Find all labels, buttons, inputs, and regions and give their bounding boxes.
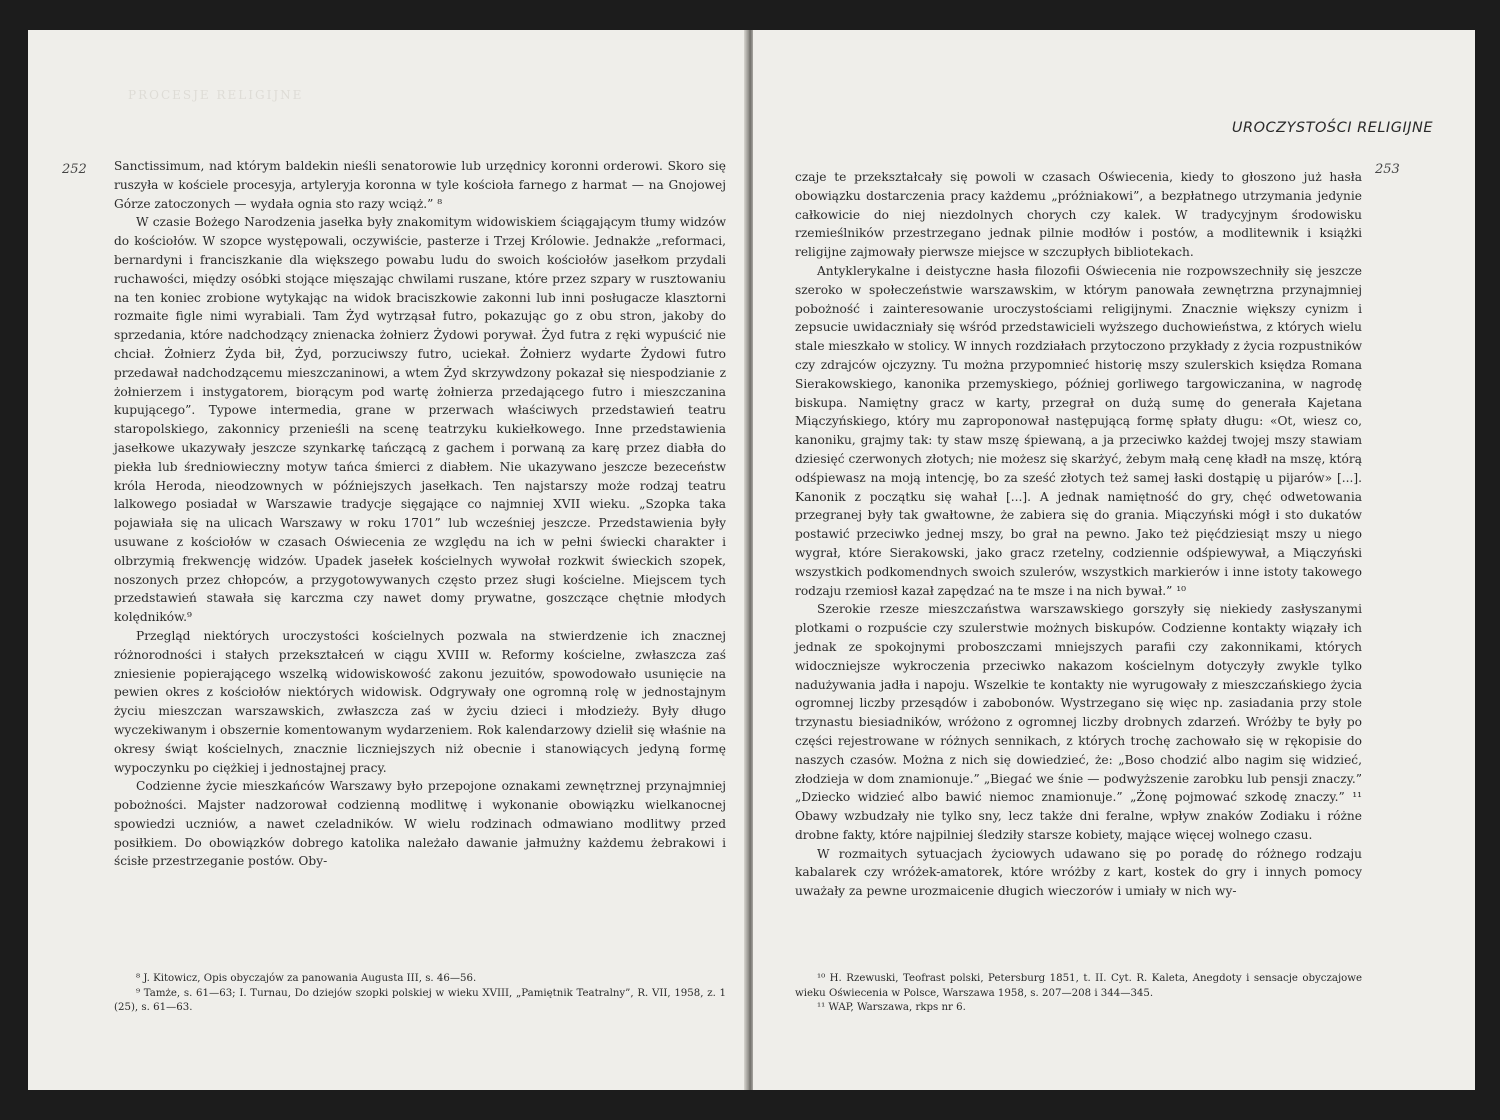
running-head: UROCZYSTOŚCI RELIGIJNE bbox=[1231, 120, 1433, 136]
footnote: ⁹ Tamże, s. 61—63; I. Turnau, Do dziejów szopki polskiej w wieku XVIII, „Pamiętnik Teatralny”, R. VII, 1958, z. 1 (25), s. 61—63. bbox=[114, 987, 726, 1013]
paragraph: Sanctissimum, nad którym baldekin nieśli senatorowie lub urzędnicy koronni orderowi. Skoro się ruszyła w kościele procesyja, artyleryja koronna w tyle kościoła farnego z harmat — na Gnojowej Górze zatoczonych — wydała ognia sto razy wciąż.” ⁸ bbox=[114, 159, 726, 211]
paragraph: W rozmaitych sytuacjach życiowych udawano się po poradę do różnego rodzaju kabalarek czy wróżek-amatorek, które wróżby z kart, kostek do gry i innych pomocy uważały za pewne urozmaicenie długich wieczorów i umiały w nich wy- bbox=[795, 846, 1362, 899]
left-footnotes bbox=[114, 972, 726, 1016]
paragraph: W czasie Bożego Narodzenia jasełka były znakomitym widowiskiem ściągającym tłumy widzów do kościołów. W szopce występowali, oczywiście, pasterze i Trzej Królowie. Jednakże „reformaci, bernardyni i franciszkanie dla większego powabu ludu do swoich kościołów jasełkom przydali ruchawości, między osóbki stojące mięszając chwilami ruszane, które przez szpary w rusztowaniu na ten koniec zrobione wytykając na widok braciszkowie zakonni lub inni posługacze klasztorni rozmaite figle nimi wyrabiali. Tam Żyd wytrząsał futro, pokazując go z obu stron, jakoby do sprzedania, które nadchodzący znienacka żołnierz Żydowi porywał. Żyd futra z ręki wypuścić nie chciał. Żołnierz Żyda bił, Żyd, porzuciwszy futro, uciekał. Żołnierz wydarte Żydowi futro przedawał nadchodzącemu mieszczaninowi, a wtem Żyd skrzywdzony pokazał się niespodzianie z żołnierzem i instygatorem, biorącym pod wartę żołnierza przedającego futro i mieszczanina kupującego”. Typowe intermedia, grane w przerwach właściwych przedstawień teatru staropolskiego, zakonnicy przenieśli na scenę teatrzyku kukiełkowego. Inne przedstawienia jasełkowe ukazywały jeszcze szynkarkę tańczącą z gachem i porwaną za karę przez diabła do piekła lub średniowieczny motyw tańca śmierci z diabłem. Nie ukazywano jeszcze bezeceństw króla Heroda, nieodzownych w późniejszych jasełkach. Ten najstarszy może rodzaj teatru lalkowego posiadał w Warszawie tradycje sięgające co najmniej XVII wieku. „Szopka taka pojawiała się na ulicach Warszawy w roku 1701” lub wcześniej jeszcze. Przedstawienia były usuwane z kościołów w czasach Oświecenia ze względu na ich w pełni świecki charakter i olbrzymią frekwencję widzów. Upadek jasełek kościelnych wywołał rozkwit świeckich szopek, noszonych przez chłopców, a przygotowywanych często przez sługi kościelne. Miejscem tych przedstawień stawała się karczma czy nawet domy prywatne, goszczące chętnie młodych kolędników.⁹ bbox=[114, 215, 726, 625]
page-number-right: 253 bbox=[1375, 162, 1400, 177]
footnote: ¹¹ WAP, Warszawa, rkps nr 6. bbox=[817, 1002, 966, 1013]
left-page bbox=[28, 30, 746, 1090]
paragraph: Codzienne życie mieszkańców Warszawy było przepojone oznakami zewnętrznej przynajmniej pobożności. Majster nadzorował codzienną modlitwę i wykonanie obowiązku wielkanocnej spowiedzi uczniów, a nawet czeladników. W wielu rodzinach odmawiano modlitwy przed posiłkiem. Do obowiązków dobrego katolika należało dawanie jałmużny każdemu żebrakowi i ścisłe przestrzeganie postów. Oby- bbox=[114, 779, 726, 869]
page-number-left: 252 bbox=[62, 162, 87, 177]
footnote: ¹⁰ H. Rzewuski, Teofrast polski, Petersburg 1851, t. II. Cyt. R. Kaleta, Anegdoty i sensacje obyczajowe wieku Oświecenia w Polsce, Warszawa 1958, s. 207—208 i 344—345. bbox=[795, 973, 1362, 999]
paragraph: czaje te przekształcały się powoli w czasach Oświecenia, kiedy to głoszono już hasła obowiązku dostarczenia pracy każdemu „próżniakowi”, a bezpłatnego utrzymania jedynie całkowicie do niej niezdolnych chorych czy kalek. W tradycyjnym środowisku rzemieślników przestrzegano jednak pilnie modłów i postów, a modlitewnik i książki religijne zajmowały pierwsze miejsce w szczupłych bibliotekach. bbox=[795, 170, 1362, 260]
right-body-text bbox=[795, 168, 1362, 901]
right-footnotes bbox=[795, 972, 1362, 1016]
footnote: ⁸ J. Kitowicz, Opis obyczajów za panowania Augusta III, s. 46—56. bbox=[136, 973, 477, 984]
left-body-text bbox=[114, 157, 726, 871]
paragraph: Antyklerykalne i deistyczne hasła filozofii Oświecenia nie rozpowszechniły się jeszcze szeroko w społeczeństwie warszawskim, w którym panowała zewnętrzna przynajmniej pobożność i zainteresowanie uroczystościami religijnymi. Znacznie większy cynizm i zepsucie uwidaczniały się wśród przedstawicieli wyższego duchowieństwa, z których wielu stale mieszkało w stolicy. W innych rozdziałach przytoczono przykłady z życia rozpustników czy zdrajców ojczyzny. Tu można przypomnieć historię mszy szulerskich księdza Romana Sierakowskiego, kanonika przemyskiego, później gorliwego targowiczanina, w nagrodę biskupa. Namiętny gracz w karty, przegrał on dużą sumę do generała Kajetana Miączyńskiego, który mu zaproponował następującą formę spłaty długu: «Ot, wiesz co, kanoniku, grajmy tak: ty staw mszę śpiewaną, a ja przeciwko każdej twojej mszy stawiam dziesięć czerwonych złotych; nie możesz się skarżyć, żebym małą cenę kładł na mszę, którą odśpiewasz na moją intencję, bo za sześć złotych też samej łaski dostąpię u pijarów» [...]. Kanonik z początku się wahał [...]. A jednak namiętność do gry, chęć odwetowania przegranej były tak gwałtowne, że zabiera się do grania. Miączyński mógł i sto dukatów postawić przeciwko jednej mszy, bo grał na pewno. Jako też pięćdziesiąt mszy u niego wygrał, które Sierakowski, jako gracz rzetelny, codziennie odśpiewywał, a Miączyński wszystkich podkomendnych swoich szulerów, wszystkich markierów i inne istoty takowego rodzaju rzemiosł kazał zapędzać na te msze i na nich bywał.” ¹⁰ bbox=[795, 263, 1362, 598]
show-through-heading: PROCESJE RELIGIJNE bbox=[128, 88, 304, 102]
paragraph: Przegląd niektórych uroczystości kościelnych pozwala na stwierdzenie ich znacznej różnorodności i stałych przekształceń w ciągu XVIII w. Reformy kościelne, zwłaszcza zaś zniesienie popierającego wszelką widowiskowość zakonu jezuitów, spowodowało usunięcie na pewien okres z kościołów niektórych widowisk. Odgrywały one ogromną rolę w jednostajnym życiu mieszczan warszawskich, zwłaszcza zaś w życiu dzieci i młodzieży. Były długo wyczekiwanym i obszernie komentowanym wydarzeniem. Rok kalendarzowy dzielił się właśnie na okresy świąt kościelnych, znacznie liczniejszych niż obecnie i stanowiących jedyną formę wypoczynku po ciężkiej i jednostajnej pracy. bbox=[114, 628, 726, 775]
right-page bbox=[753, 30, 1475, 1090]
paragraph: Szerokie rzesze mieszczaństwa warszawskiego gorszyły się niekiedy zasłyszanymi plotkami o rozpuście czy szulerstwie możnych biskupów. Codzienne kontakty wiązały ich jednak ze spokojnymi proboszczami mniejszych parafii czy zakonnikami, których widoczniejsze wykroczenia przeciwko nakazom kościelnym dotyczyły zwykle tylko nadużywania jadła i napoju. Wszelkie te kontakty nie wyrugowały z mieszczańskiego życia ogromnej liczby przesądów i zabobonów. Wystrzegano się więc np. zasiadania przy stole trzynastu biesiadników, wróżono z ogromnej liczby drobnych zdarzeń. Wróżby te były po części rejestrowane w różnych sennikach, z których trochę zachowało się w rękopisie do naszych czasów. Można z nich się dowiedzieć, że: „Boso chodzić albo nagim się widzieć, złodzieja w dom znamionuje.” „Biegać we śnie — podwyższenie zarobku lub pensji znaczy.” „Dziecko widzieć albo bawić niemoc znamionuje.” „Żonę pojmować szkodę znaczy.” ¹¹ Obawy wzbudzały nie tylko sny, lecz także dni feralne, wpływ znaków Zodiaku i różne drobne fakty, które najpilniej śledziły starsze kobiety, mające więcej wolnego czasu. bbox=[795, 602, 1362, 842]
